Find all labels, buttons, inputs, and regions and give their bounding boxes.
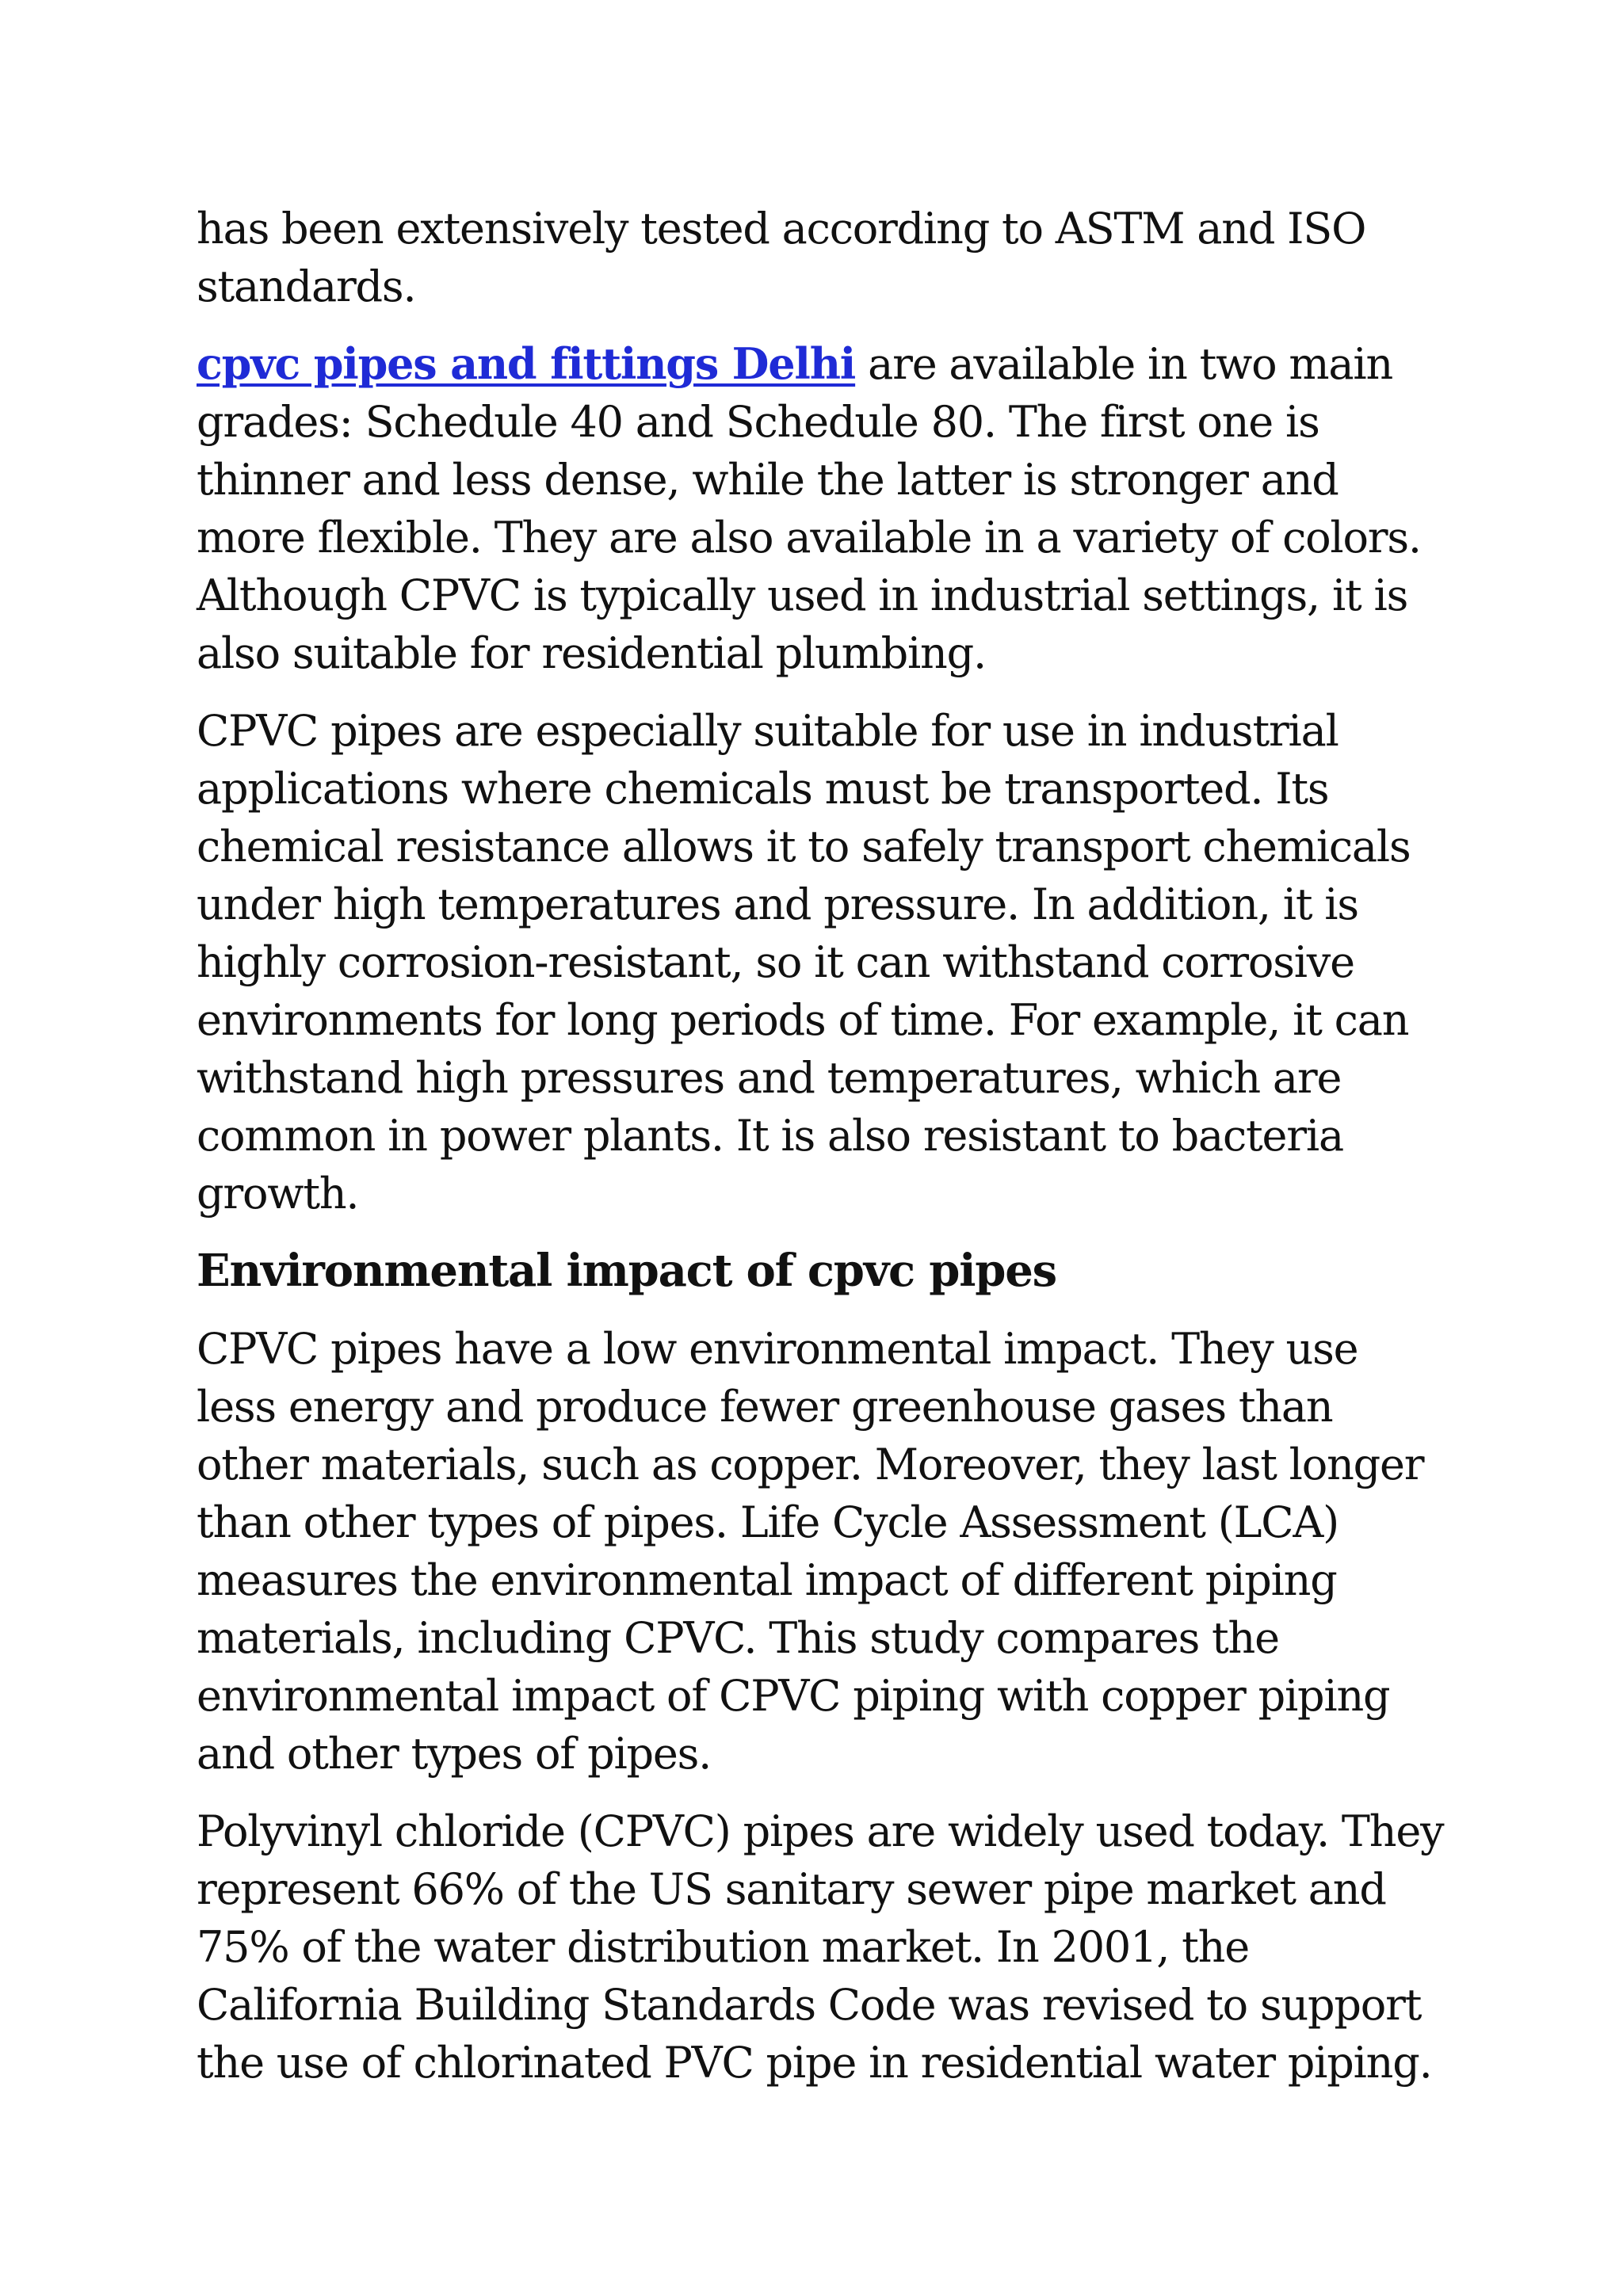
- cpvc-pipes-delhi-link[interactable]: cpvc pipes and fittings Delhi: [197, 338, 856, 389]
- paragraph-standards: has been extensively tested according to ASTM and ISO standards.: [197, 204, 1366, 311]
- paragraph-market: Polyvinyl chloride (CPVC) pipes are widely used today. They represent 66% of the US sanitary sewer pipe market and 75% of the water distribution market. In 2001, the California Building Standards Code was revised to support the use of chlorinated PVC pipe in residential water piping.: [197, 1806, 1444, 2088]
- paragraph-environmental: CPVC pipes have a low environmental impact. They use less energy and produce fewer greenhouse gases than other materials, such as copper. Moreover, they last longer than other types of pipes. Life Cycle Assessment (LCA) measures the environmental impact of different piping materials, including CPVC. This study compares the environmental impact of CPVC piping with copper piping and other types of pipes.: [197, 1324, 1424, 1779]
- paragraph-industrial: CPVC pipes are especially suitable for use in industrial applications where chemicals must be transported. Its chemical resistance allows it to safely transport chemicals under high temperatures and pressure. In addition, it is highly corrosion-resistant, so it can withstand corrosive environments for long periods of time. For example, it can withstand high pressures and temperatures, which are common in power plants. It is also resistant to bacteria growth.: [197, 706, 1411, 1219]
- section-heading: Environmental impact of cpvc pipes: [197, 1245, 1056, 1297]
- article-body: [197, 200, 1449, 2111]
- paragraph-grades: [197, 335, 1449, 682]
- paragraph-grades-text: are available in two main grades: Schedule 40 and Schedule 80. The first one is thinner and less dense, while the latter is stronger and more flexible. They are also available in a variety of colors. Although CPVC is typically used in industrial settings, it is also suitable for residential plumbing.: [197, 339, 1421, 678]
